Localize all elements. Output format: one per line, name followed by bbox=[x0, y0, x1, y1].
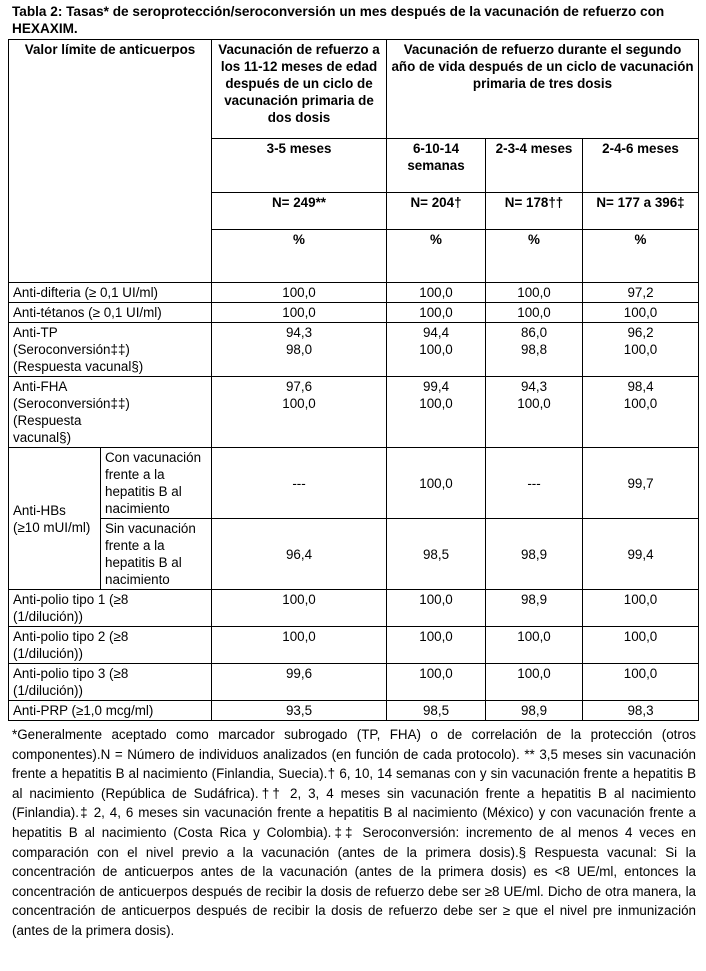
header-pct-3: % bbox=[486, 230, 583, 283]
cell-value: 98,5 bbox=[387, 701, 486, 721]
cell-value: 100,0 bbox=[583, 627, 699, 664]
footnote: *Generalmente aceptado como marcador subrogado (TP, FHA) o de correlación de la protección (otros componentes).N = Número de individuos analizados (en función de cada protocolo). ** 3,5 meses sin vacunación frente a hepatitis B al nacimiento (Finlandia, Suecia).† 6, 10, 14 semanas con y sin vacunación frente a hepatitis B al nacimiento (República de Sudáfrica).†† 2, 3, 4 meses sin vacunación frente a hepatitis B al nacimiento (Finlandia).‡ 2, 4, 6 meses sin vacunación frente a hepatitis B al nacimiento (México) y con vacunación frente a hepatitis B al nacimiento (Costa Rica y Colombia).‡‡ Seroconversión: incremento de al menos 4 veces en comparación con el nivel previo a la vacunación (antes de la primera dosis).§ Respuesta vacunal: Si la concentración de anticuerpos antes de la vacunación (antes de la primera dosis) es <8 UE/ml, entonces la concentración de anticuerpos después de recibir la dosis de refuerzo debe ser ≥8 UE/ml. Dicho de otra manera, la concentración de anticuerpos después de recibir la dosis de refuerzo debe ser ≥ que el nivel pre inmunización (antes de la primera dosis). bbox=[12, 727, 696, 938]
cell-value: 100,0 bbox=[583, 664, 699, 701]
header-schedule-4: 2-4-6 meses bbox=[583, 139, 699, 193]
cell-value: 99,6 bbox=[212, 664, 387, 701]
table-caption: Tabla 2: Tasas* de seroprotección/seroconversión un mes después de la vacunación de refuerzo con HEXAXIM. bbox=[12, 4, 665, 36]
cell-value: 96,4 bbox=[212, 519, 387, 590]
header-pct-1: % bbox=[212, 230, 387, 283]
header-n-2: N= 204† bbox=[387, 193, 486, 230]
cell-value: 99,7 bbox=[583, 448, 699, 519]
table-row bbox=[9, 323, 699, 377]
cell-value: 100,0 bbox=[212, 283, 387, 303]
cell-value: 100,0 bbox=[212, 627, 387, 664]
header-col1-group: Vacunación de refuerzo a los 11-12 meses de edad después de un ciclo de vacunación primaria de dos dosis bbox=[212, 40, 387, 139]
table-row bbox=[9, 283, 699, 303]
document-page bbox=[8, 0, 698, 941]
header-schedule-3: 2-3-4 meses bbox=[486, 139, 583, 193]
cell-value: 100,0 bbox=[583, 303, 699, 323]
results-table bbox=[8, 39, 699, 721]
cell-value: 100,0 bbox=[387, 627, 486, 664]
cell-value: --- bbox=[212, 448, 387, 519]
cell-value: 99,4 100,0 bbox=[387, 377, 486, 448]
row-label: Anti-difteria (≥ 0,1 UI/ml) bbox=[9, 283, 212, 303]
cell-value: 98,9 bbox=[486, 701, 583, 721]
header-n-4: N= 177 a 396‡ bbox=[583, 193, 699, 230]
row-label: Anti-TP (Seroconversión‡‡) (Respuesta vacunal§) bbox=[9, 323, 212, 377]
cell-value: 98,9 bbox=[486, 519, 583, 590]
row-label: Anti-FHA (Seroconversión‡‡) (Respuesta vacunal§) bbox=[9, 377, 212, 448]
cell-value: 94,3 100,0 bbox=[486, 377, 583, 448]
header-row-group bbox=[9, 40, 699, 139]
cell-value: 86,0 98,8 bbox=[486, 323, 583, 377]
cell-value: 100,0 bbox=[486, 283, 583, 303]
cell-value: 100,0 bbox=[387, 303, 486, 323]
cell-value: 94,4 100,0 bbox=[387, 323, 486, 377]
header-threshold: Valor límite de anticuerpos bbox=[9, 40, 212, 283]
table-row bbox=[9, 664, 699, 701]
row-label-hbs: Anti-HBs (≥10 mUI/ml) bbox=[9, 448, 101, 590]
cell-value: 100,0 bbox=[212, 303, 387, 323]
cell-value: 94,3 98,0 bbox=[212, 323, 387, 377]
header-schedule-2: 6-10-14 semanas bbox=[387, 139, 486, 193]
cell-value: 98,5 bbox=[387, 519, 486, 590]
table-row bbox=[9, 303, 699, 323]
cell-value: 98,9 bbox=[486, 590, 583, 627]
cell-value: 97,2 bbox=[583, 283, 699, 303]
header-pct-2: % bbox=[387, 230, 486, 283]
cell-value: 99,4 bbox=[583, 519, 699, 590]
row-label: Anti-polio tipo 2 (≥8 (1/dilución)) bbox=[9, 627, 212, 664]
row-sublabel: Sin vacunación frente a la hepatitis B al nacimiento bbox=[101, 519, 212, 590]
header-schedule-1: 3-5 meses bbox=[212, 139, 387, 193]
cell-value: 100,0 bbox=[486, 664, 583, 701]
cell-value: 97,6 100,0 bbox=[212, 377, 387, 448]
cell-value: 100,0 bbox=[486, 303, 583, 323]
header-n-1: N= 249** bbox=[212, 193, 387, 230]
cell-value: 100,0 bbox=[212, 590, 387, 627]
cell-value: 100,0 bbox=[387, 283, 486, 303]
cell-value: 100,0 bbox=[387, 448, 486, 519]
header-n-3: N= 178†† bbox=[486, 193, 583, 230]
table-row-hbs-with bbox=[9, 448, 699, 519]
table-row-hbs-without bbox=[9, 519, 699, 590]
row-label: Anti-polio tipo 3 (≥8 (1/dilución)) bbox=[9, 664, 212, 701]
table-row bbox=[9, 701, 699, 721]
table-row bbox=[9, 377, 699, 448]
row-label: Anti-PRP (≥1,0 mcg/ml) bbox=[9, 701, 212, 721]
cell-value: 96,2 100,0 bbox=[583, 323, 699, 377]
cell-value: 100,0 bbox=[387, 590, 486, 627]
cell-value: 98,3 bbox=[583, 701, 699, 721]
table-row bbox=[9, 590, 699, 627]
cell-value: 93,5 bbox=[212, 701, 387, 721]
cell-value: 98,4 100,0 bbox=[583, 377, 699, 448]
row-label: Anti-tétanos (≥ 0,1 UI/ml) bbox=[9, 303, 212, 323]
cell-value: --- bbox=[486, 448, 583, 519]
row-label: Anti-polio tipo 1 (≥8 (1/dilución)) bbox=[9, 590, 212, 627]
header-col2-group: Vacunación de refuerzo durante el segundo año de vida después de un ciclo de vacunación primaria de tres dosis bbox=[387, 40, 699, 139]
header-pct-4: % bbox=[583, 230, 699, 283]
cell-value: 100,0 bbox=[486, 627, 583, 664]
row-sublabel: Con vacunación frente a la hepatitis B al nacimiento bbox=[101, 448, 212, 519]
table-row bbox=[9, 627, 699, 664]
cell-value: 100,0 bbox=[583, 590, 699, 627]
cell-value: 100,0 bbox=[387, 664, 486, 701]
